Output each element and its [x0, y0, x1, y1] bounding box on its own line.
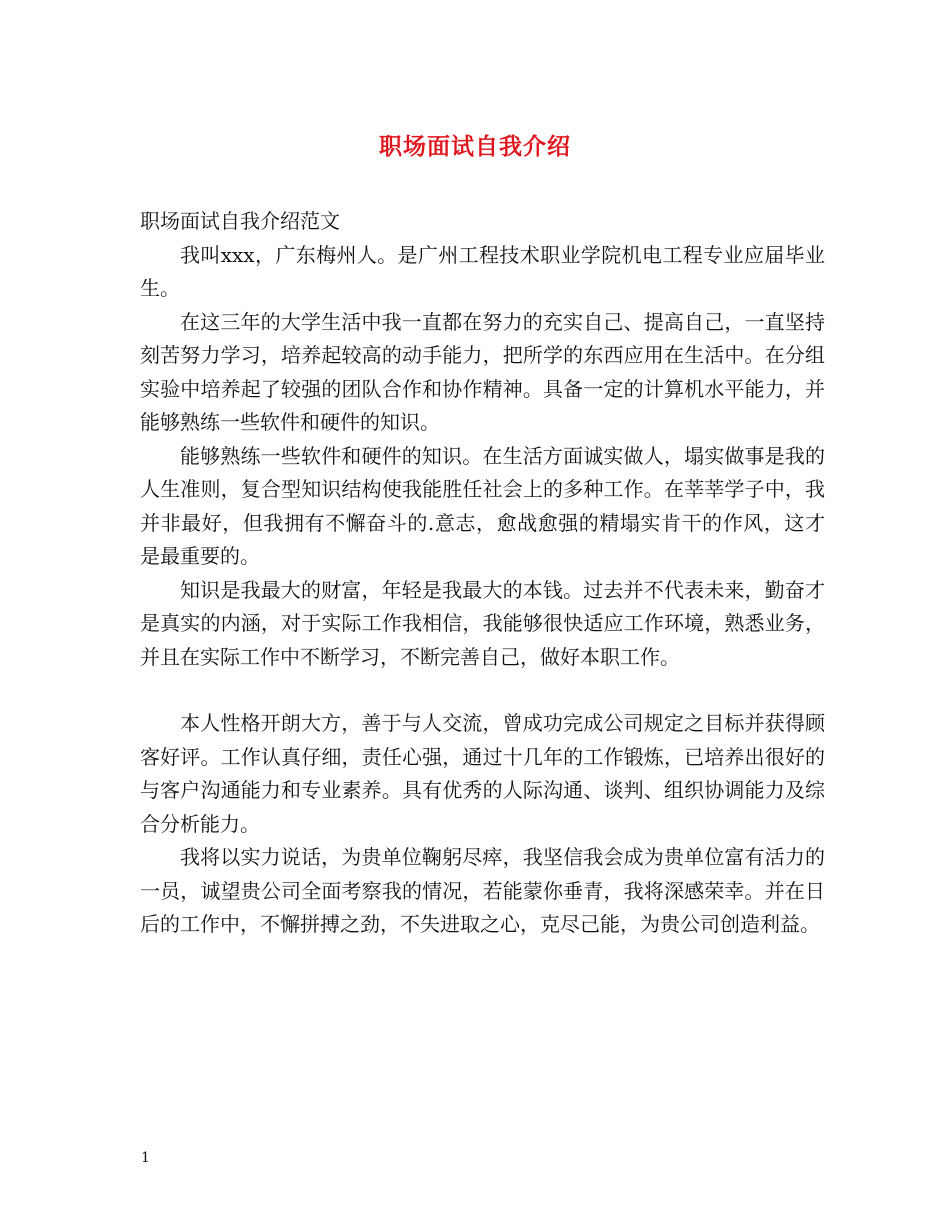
paragraph-intro: 我叫xxx，广东梅州人。是广州工程技术职业学院机电工程专业应届毕业生。 — [140, 242, 825, 300]
paragraph-personality: 本人性格开朗大方，善于与人交流，曾成功完成公司规定之目标并获得顾客好评。工作认真仔细，责任心强，通过十几年的工作锻炼，已培养出很好的与客户沟通能力和专业素养。具有优秀的人际沟通、谈判、组织协调能力及综合分析能力。 — [140, 711, 825, 836]
paragraph-character: 能够熟练一些软件和硬件的知识。在生活方面诚实做人，塌实做事是我的人生准则，复合型知识结构使我能胜任社会上的多种工作。在莘莘学子中，我并非最好，但我拥有不懈奋斗的.意志，愈战愈强的精塌实肯干的作风，这才是最重要的。 — [140, 443, 825, 568]
document-body — [140, 205, 825, 942]
paragraph-closing: 我将以实力说话，为贵单位鞠躬尽瘁，我坚信我会成为贵单位富有活力的一员，诚望贵公司全面考察我的情况，若能蒙你垂青，我将深感荣幸。并在日后的工作中，不懈拼搏之劲，不失进取之心，克尽己能，为贵公司创造利益。 — [140, 845, 825, 936]
document-title: 职场面试自我介绍 — [379, 133, 571, 160]
paragraph-knowledge: 知识是我最大的财富，年轻是我最大的本钱。过去并不代表未来，勤奋才是真实的内涵，对于实际工作我相信，我能够很快适应工作环境，熟悉业务，并且在实际工作中不断学习，不断完善自己，做好本职工作。 — [140, 577, 825, 669]
document-subtitle: 职场面试自我介绍范文 — [140, 209, 340, 233]
paragraph-gap — [140, 674, 825, 707]
page-number: 1 — [141, 1150, 150, 1166]
paragraph-college-life: 在这三年的大学生活中我一直都在努力的充实自己、提高自己，一直坚持刻苦努力学习，培养起较高的动手能力，把所学的东西应用在生活中。在分组实验中培养起了较强的团队合作和协作精神。具备一定的计算机水平能力，并能够熟练一些软件和硬件的知识。 — [140, 309, 825, 434]
